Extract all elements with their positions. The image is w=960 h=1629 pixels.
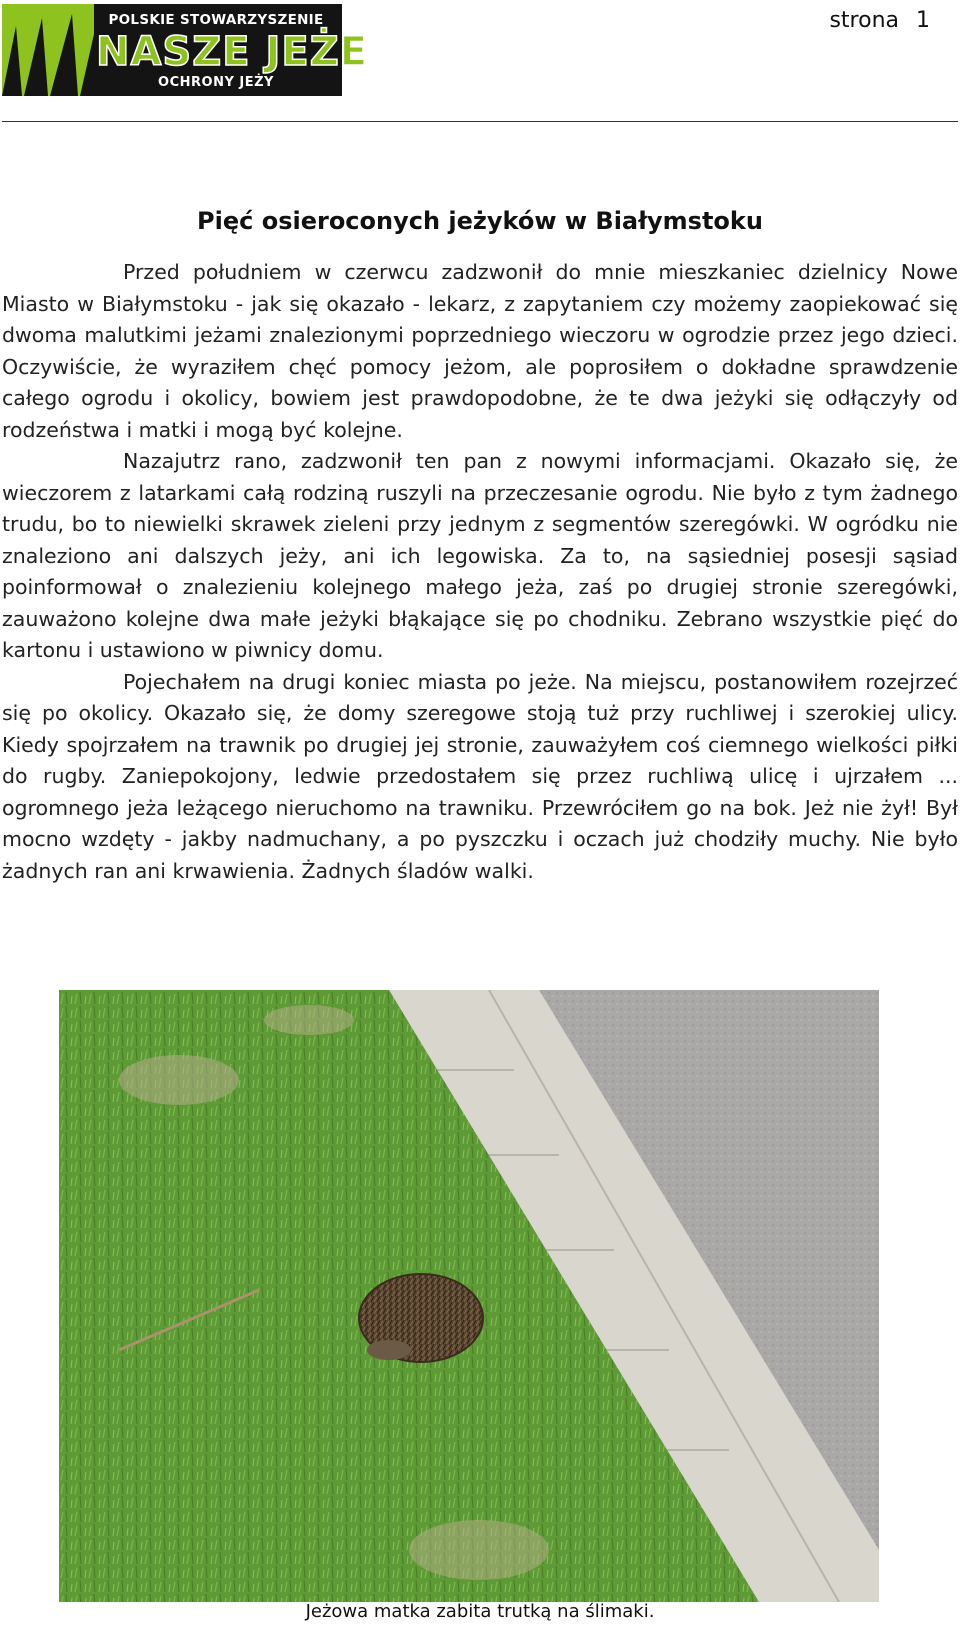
article-title: Pięć osieroconych jeżyków w Białymstoku bbox=[197, 207, 763, 236]
hedgehog-spikes-logo-icon bbox=[2, 4, 94, 96]
photo-caption: Jeżowa matka zabita trutką na ślimaki. bbox=[305, 1601, 655, 1622]
logo-subtitle-text: OCHRONY JEŻY bbox=[158, 75, 274, 90]
article-paragraph: Nazajutrz rano, zadzwonił ten pan z nowymi informacjami. Okazało się, że wieczorem z latarkami całą rodziną ruszyli na przeczesanie ogrodu. Nie było z tym żadnego trudu, bo to niewielki skrawek zieleni przy jednym z segmentów szeregówki. W ogródku nie znaleziono ani dalszych jeży, ani ich legowiska. Za to, na sąsiedniej posesji sąsiad poinformował o znalezieniu kolejnego małego jeża, zaś po drugiej stronie szeregówki, zauważono kolejne dwa małe jeżyki błąkające się po chodniku. Zebrano wszystkie pięć do kartonu i ustawiono w piwnicy domu. bbox=[2, 449, 958, 662]
organization-logo bbox=[2, 4, 369, 96]
article-paragraph: Przed południem w czerwcu zadzwonił do mnie mieszkaniec dzielnicy Nowe Miasto w Białymstoku - jak się okazało - lekarz, z zapytaniem czy możemy zaopiekować się dwoma malutkimi jeżami znalezionymi poprzedniego wieczoru w ogrodzie przez jego dzieci. Oczywiście, że wyraziłem chęć pomocy jeżom, ale poprosiłem o dokładne sprawdzenie całego ogrodu i okolicy, bowiem jest prawdopodobne, że te dwa jeżyki się odłączyły od rodzeństwa i matki i mogą być kolejne. bbox=[2, 260, 958, 442]
logo-association-text: POLSKIE STOWARZYSZENIE bbox=[108, 12, 324, 28]
article-body bbox=[2, 257, 958, 887]
hedgehog-photo-illustration bbox=[59, 990, 879, 1602]
header-divider bbox=[2, 121, 958, 122]
hedgehog-photo bbox=[59, 990, 879, 1602]
article-paragraph: Pojechałem na drugi koniec miasta po jeże. Na miejscu, postanowiłem rozejrzeć się po okolicy. Okazało się, że domy szeregowe stoją tuż przy ruchliwej i szerokiej ulicy. Kiedy spojrzałem na trawnik po drugiej jej stronie, zauważyłem coś ciemnego wielkości piłki do rugby. Zaniepokojony, ledwie przedostałem się przez ruchliwą ulicę i ujrzałem ... ogromnego jeża leżącego nieruchomo na trawniku. Przewróciłem go na bok. Jeż nie żył! Był mocno wzdęty - jakby nadmuchany, a po pyszczku i oczach już chodziły muchy. Nie było żadnych ran ani krwawienia. Żadnych śladów walki. bbox=[2, 669, 958, 883]
logo-name-text: NASZE JEŻE bbox=[96, 29, 369, 75]
page-number: strona 1 bbox=[829, 8, 930, 33]
